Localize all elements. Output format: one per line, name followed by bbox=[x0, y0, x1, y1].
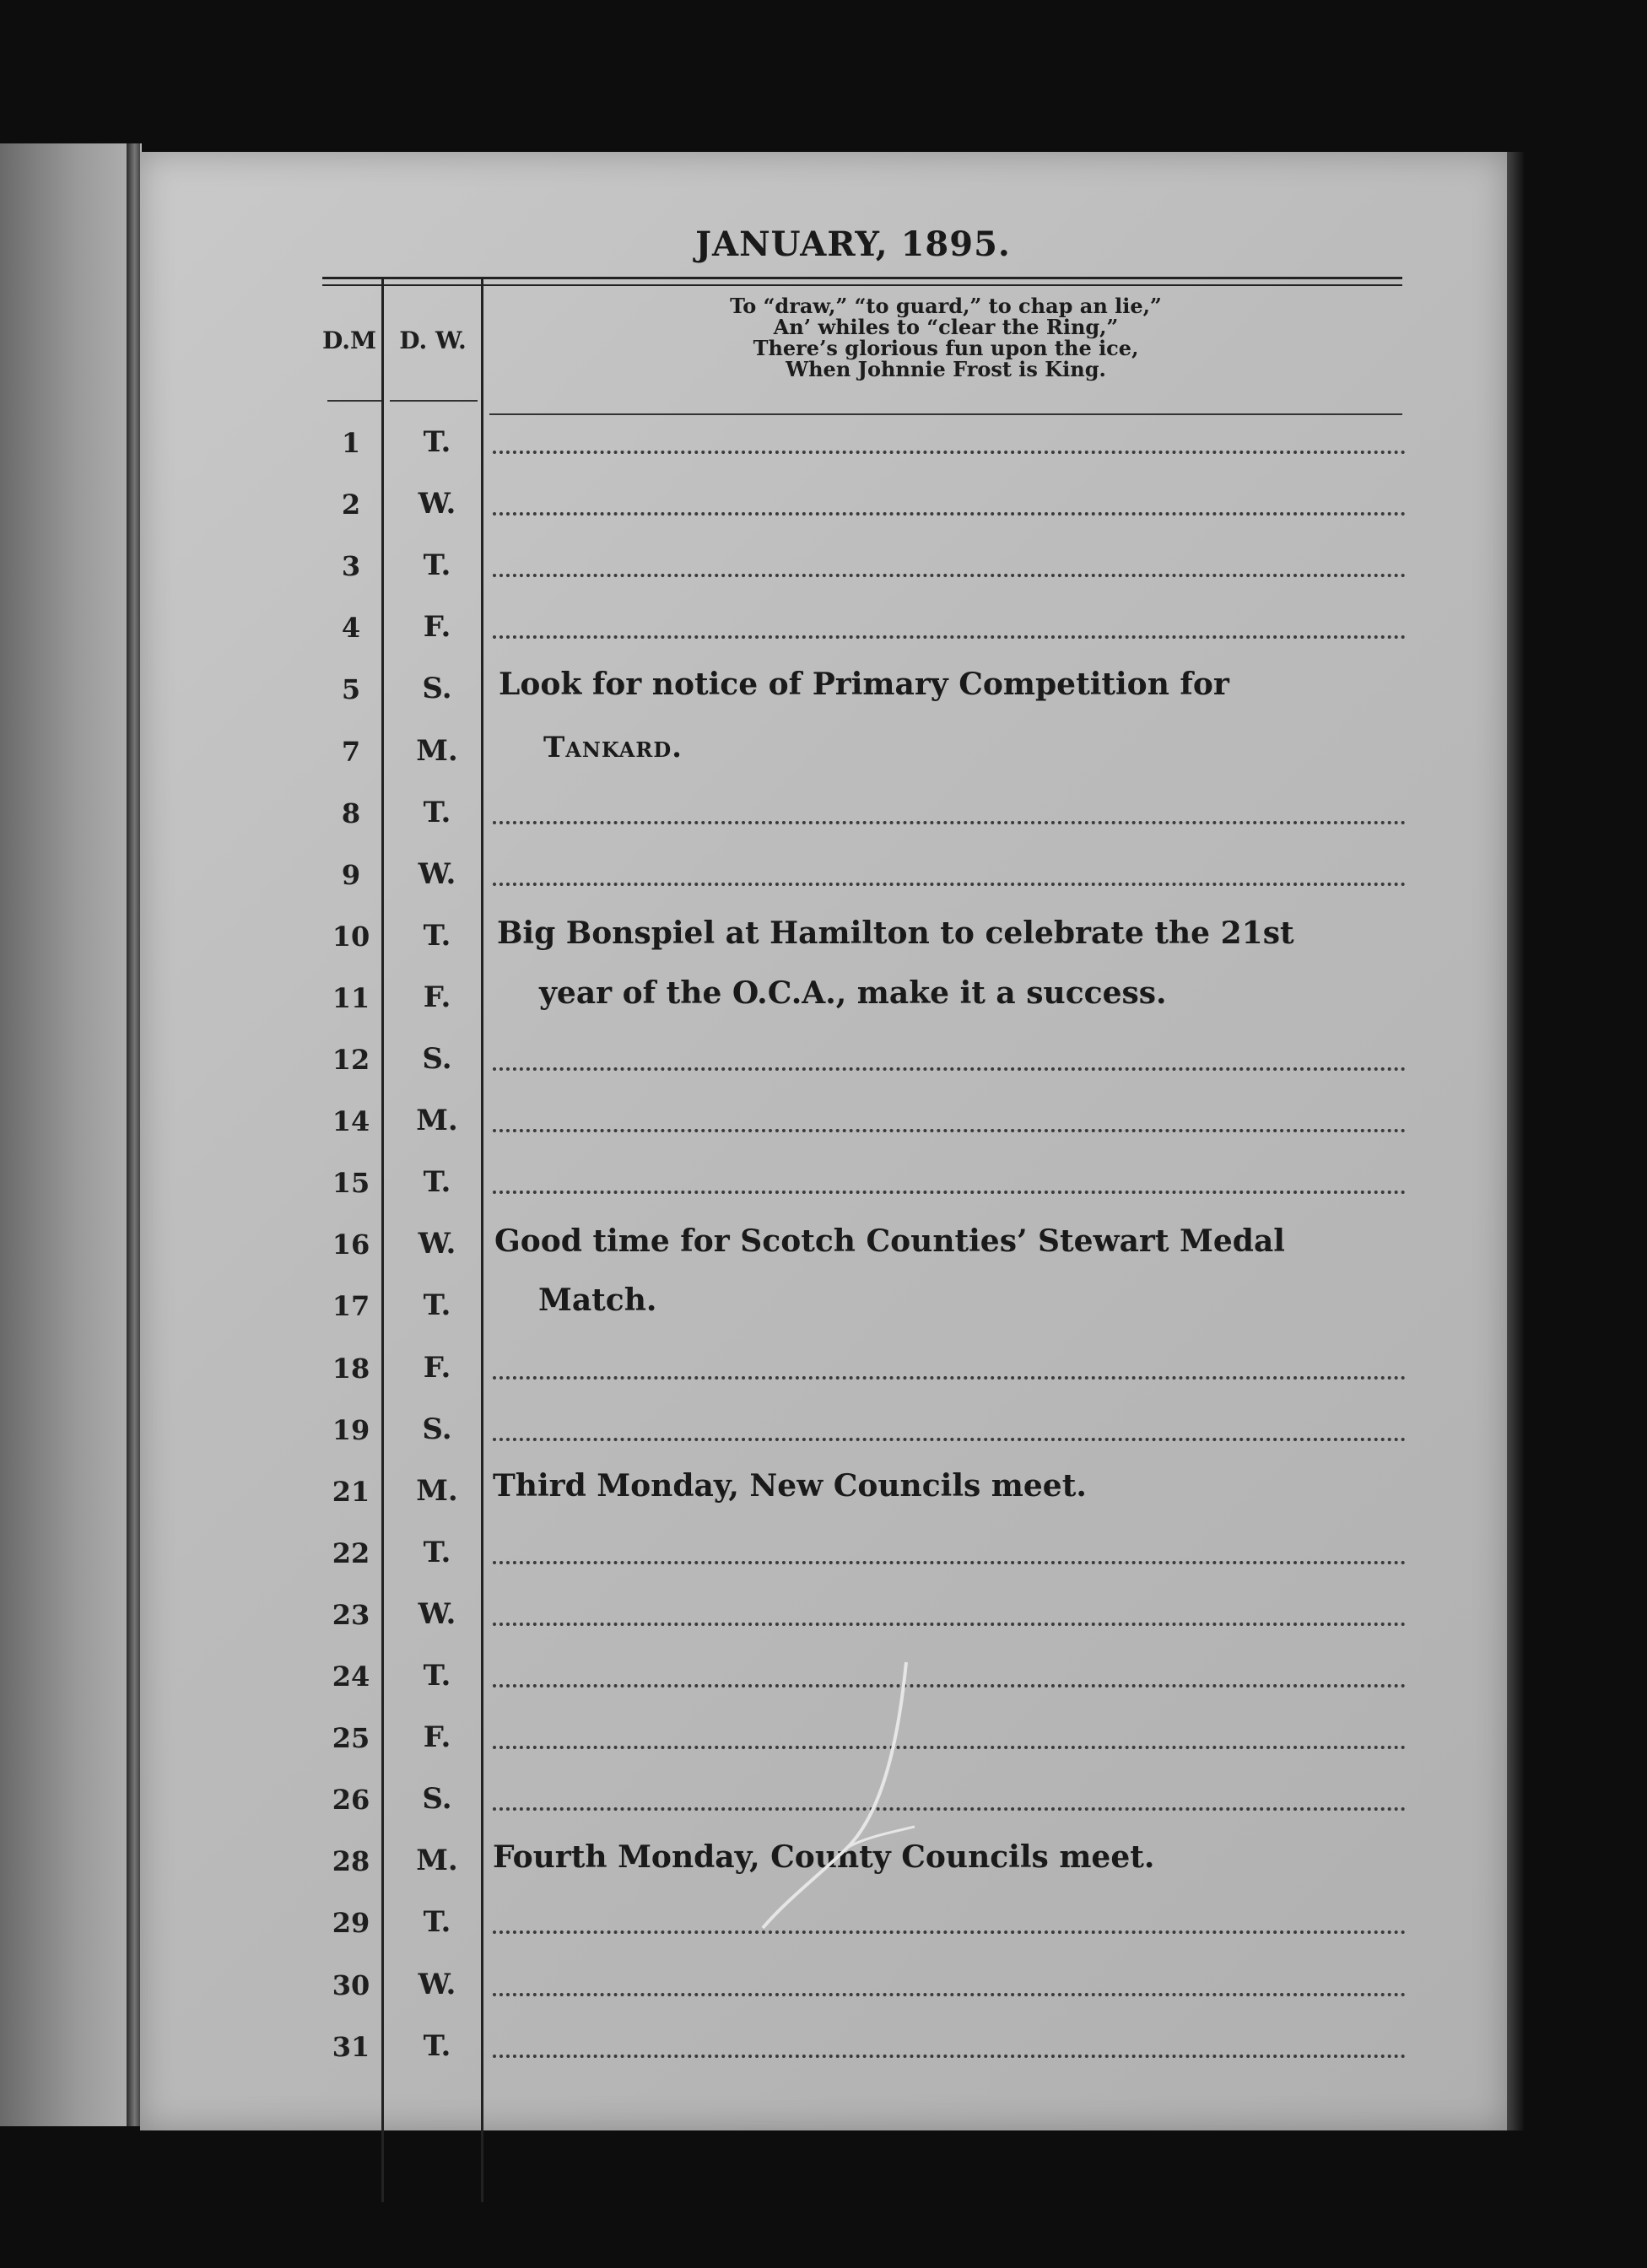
dotted-entry-line bbox=[493, 1067, 1406, 1071]
page-title: JANUARY, 1895. bbox=[695, 224, 1011, 264]
calendar-row bbox=[309, 1027, 1406, 1088]
day-of-week: T. bbox=[423, 795, 451, 829]
column-header-day-of-week: D. W. bbox=[399, 327, 467, 354]
calendar-row bbox=[309, 1582, 1406, 1644]
title-double-rule bbox=[322, 277, 1402, 286]
verse-line: To “draw,” “to guard,” to chap an lie,” bbox=[730, 294, 1162, 318]
dotted-entry-line bbox=[493, 1746, 1406, 1749]
note-third-monday: Third Monday, New Councils meet. bbox=[493, 1468, 1087, 1504]
day-of-month: 25 bbox=[332, 1722, 370, 1755]
calendar-row bbox=[309, 533, 1406, 595]
day-of-month: 4 bbox=[341, 612, 361, 645]
calendar-row bbox=[309, 1273, 1406, 1335]
day-of-week: S. bbox=[422, 672, 452, 706]
header-verse bbox=[494, 295, 1397, 380]
day-of-month: 26 bbox=[332, 1784, 370, 1817]
day-of-week: W. bbox=[418, 856, 456, 891]
day-of-month: 29 bbox=[332, 1907, 370, 1940]
page-shadow-edge bbox=[1507, 152, 1524, 2130]
header-rule bbox=[390, 400, 478, 402]
day-of-month: 24 bbox=[332, 1660, 370, 1693]
dotted-entry-line bbox=[493, 2055, 1406, 2058]
day-of-week: T. bbox=[423, 1288, 451, 1323]
day-of-month: 23 bbox=[332, 1598, 370, 1631]
day-of-month: 3 bbox=[341, 550, 361, 583]
day-of-week: S. bbox=[422, 1412, 452, 1446]
day-of-week: F. bbox=[423, 980, 451, 1014]
day-of-month: 17 bbox=[332, 1290, 370, 1323]
dotted-entry-line bbox=[493, 1376, 1406, 1380]
calendar-row bbox=[309, 1520, 1406, 1582]
day-of-week: T. bbox=[423, 1535, 451, 1569]
verse-line: There’s glorious fun upon the ice, bbox=[753, 336, 1139, 360]
dotted-entry-line bbox=[493, 1993, 1406, 1996]
day-of-month: 14 bbox=[332, 1105, 370, 1138]
day-of-month: 28 bbox=[332, 1845, 370, 1878]
paper-scratch-mark bbox=[754, 1654, 940, 1932]
day-of-month: 15 bbox=[332, 1167, 370, 1200]
calendar-row bbox=[309, 719, 1406, 780]
dotted-entry-line bbox=[493, 1191, 1406, 1194]
day-of-month: 16 bbox=[332, 1228, 370, 1261]
day-of-week: T. bbox=[423, 2028, 451, 2063]
note-primary-competition-line2: Tankard. bbox=[543, 731, 683, 764]
column-header-day-of-month: D.M bbox=[321, 327, 377, 354]
calendar-row bbox=[309, 595, 1406, 656]
calendar-row bbox=[309, 472, 1406, 533]
day-of-month: 30 bbox=[332, 1968, 370, 2001]
verse-line: An’ whiles to “clear the Ring,” bbox=[773, 315, 1119, 339]
calendar-row bbox=[309, 2014, 1406, 2076]
day-of-month: 19 bbox=[332, 1413, 370, 1446]
day-of-week: F. bbox=[423, 610, 451, 645]
day-of-week: T. bbox=[423, 1659, 451, 1693]
day-of-month: 11 bbox=[332, 981, 370, 1014]
day-of-week: M. bbox=[416, 1104, 458, 1138]
dotted-entry-line bbox=[493, 1129, 1406, 1132]
dotted-entry-line bbox=[493, 1807, 1406, 1811]
day-of-month: 1 bbox=[341, 427, 361, 459]
day-of-month: 9 bbox=[341, 858, 361, 891]
day-of-week: T. bbox=[423, 425, 451, 459]
day-of-month: 18 bbox=[332, 1352, 370, 1385]
dotted-entry-line bbox=[493, 1438, 1406, 1441]
day-of-week: S. bbox=[422, 1042, 452, 1076]
facing-page-edge bbox=[0, 143, 142, 2126]
day-of-week: F. bbox=[423, 1720, 451, 1755]
day-of-month: 7 bbox=[341, 735, 361, 768]
day-of-week: F. bbox=[423, 1350, 451, 1385]
calendar-row bbox=[309, 1397, 1406, 1459]
calendar-row bbox=[309, 1336, 1406, 1397]
calendar-row bbox=[309, 780, 1406, 842]
note-fourth-monday: Fourth Monday, County Councils meet. bbox=[493, 1839, 1155, 1875]
dotted-entry-line bbox=[493, 883, 1406, 886]
dotted-entry-line bbox=[493, 821, 1406, 824]
dotted-entry-line bbox=[493, 1623, 1406, 1626]
note-bonspiel-line1: Big Bonspiel at Hamilton to celebrate the 21st bbox=[497, 915, 1294, 951]
calendar-row bbox=[309, 1088, 1406, 1150]
dotted-entry-line bbox=[493, 1561, 1406, 1564]
dotted-entry-line bbox=[493, 1684, 1406, 1688]
note-bonspiel-line2: year of the O.C.A., make it a success. bbox=[539, 975, 1167, 1011]
calendar-row bbox=[309, 1150, 1406, 1212]
calendar-row bbox=[309, 842, 1406, 904]
day-of-week: T. bbox=[423, 548, 451, 583]
day-of-week: W. bbox=[418, 1967, 456, 2001]
day-of-month: 31 bbox=[332, 2030, 370, 2063]
day-of-week: W. bbox=[418, 1596, 456, 1631]
day-of-week: T. bbox=[423, 1165, 451, 1200]
day-of-month: 5 bbox=[341, 673, 361, 706]
day-of-week: W. bbox=[418, 1227, 456, 1261]
day-of-week: M. bbox=[416, 1844, 458, 1878]
header-rule bbox=[327, 400, 381, 402]
day-of-week: T. bbox=[423, 1905, 451, 1940]
day-of-month: 12 bbox=[332, 1044, 370, 1076]
verse-line: When Johnnie Frost is King. bbox=[786, 357, 1106, 381]
calendar-page bbox=[140, 152, 1507, 2130]
dotted-entry-line bbox=[493, 635, 1406, 639]
dotted-entry-line bbox=[493, 1930, 1406, 1934]
day-of-month: 21 bbox=[332, 1475, 370, 1508]
dotted-entry-line bbox=[493, 512, 1406, 516]
day-of-month: 10 bbox=[332, 920, 370, 953]
day-of-week: S. bbox=[422, 1782, 452, 1817]
calendar-row bbox=[309, 410, 1406, 472]
note-stewart-medal-line2: Match. bbox=[538, 1282, 657, 1318]
day-of-month: 2 bbox=[341, 489, 361, 521]
day-of-week: T. bbox=[423, 918, 451, 953]
day-of-month: 22 bbox=[332, 1536, 370, 1569]
day-of-month: 8 bbox=[341, 796, 361, 829]
book-spine bbox=[127, 143, 140, 2126]
dotted-entry-line bbox=[493, 451, 1406, 454]
calendar-row bbox=[309, 1952, 1406, 2014]
dotted-entry-line bbox=[493, 574, 1406, 577]
day-of-week: M. bbox=[416, 733, 458, 768]
day-of-week: M. bbox=[416, 1473, 458, 1508]
day-of-week: W. bbox=[418, 487, 456, 521]
note-primary-competition-line1: Look for notice of Primary Competition for bbox=[499, 667, 1229, 702]
note-stewart-medal-line1: Good time for Scotch Counties’ Stewart Medal bbox=[494, 1223, 1285, 1259]
